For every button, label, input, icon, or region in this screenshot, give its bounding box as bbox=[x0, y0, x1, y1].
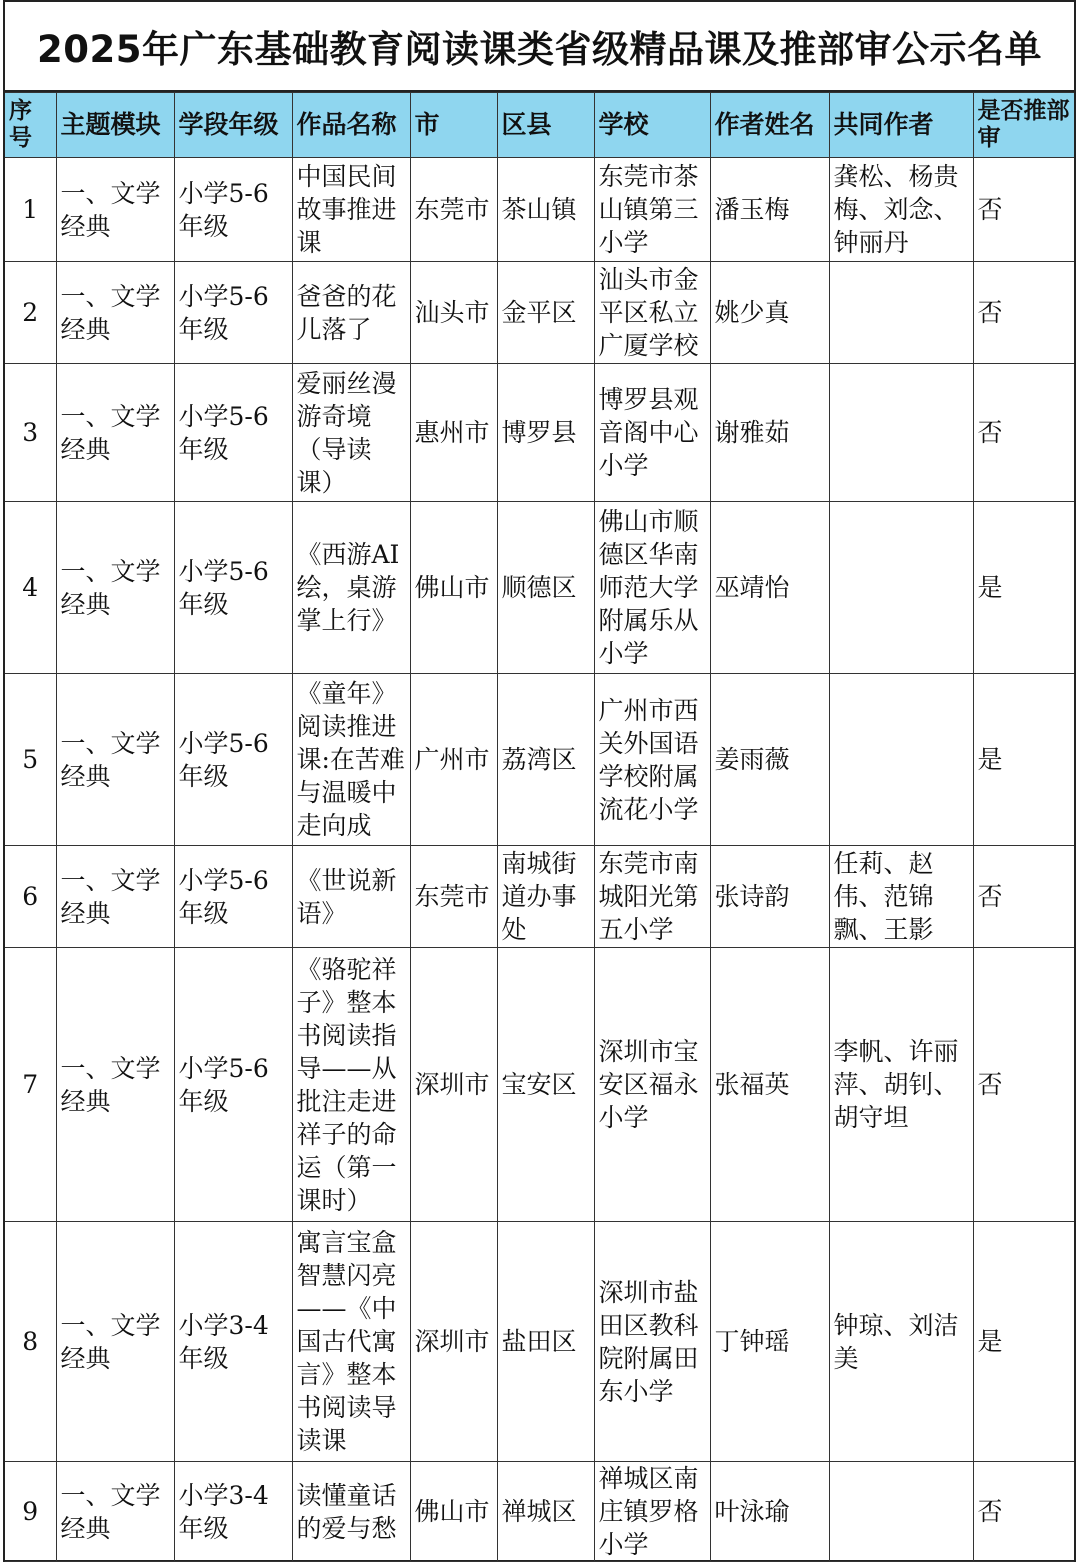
row-author: 张诗韵 bbox=[710, 846, 829, 948]
row-author: 巫靖怡 bbox=[710, 502, 829, 674]
row-school: 东莞市茶山镇第三小学 bbox=[594, 158, 710, 262]
row-work: 读懂童话的爱与愁 bbox=[292, 1462, 410, 1562]
row-grade: 小学5-6年级 bbox=[174, 948, 292, 1222]
table-row bbox=[5, 1222, 1074, 1462]
table-row bbox=[5, 158, 1074, 262]
row-module: 一、文学经典 bbox=[56, 158, 174, 262]
row-grade: 小学3-4年级 bbox=[174, 1222, 292, 1462]
header-no: 序号 bbox=[5, 93, 56, 158]
row-school: 博罗县观音阁中心小学 bbox=[594, 364, 710, 502]
row-no: 1 bbox=[5, 158, 56, 262]
row-author: 丁钟瑶 bbox=[710, 1222, 829, 1462]
row-coauthors: 龚松、杨贵梅、刘念、钟丽丹 bbox=[829, 158, 973, 262]
row-city: 佛山市 bbox=[410, 1462, 497, 1562]
row-no: 3 bbox=[5, 364, 56, 502]
row-city: 深圳市 bbox=[410, 1222, 497, 1462]
table-row bbox=[5, 262, 1074, 364]
row-work: 《西游AI绘，桌游掌上行》 bbox=[292, 502, 410, 674]
row-school: 东莞市南城阳光第五小学 bbox=[594, 846, 710, 948]
table-row bbox=[5, 846, 1074, 948]
row-work: 中国民间故事推进课 bbox=[292, 158, 410, 262]
header-grade: 学段年级 bbox=[174, 93, 292, 158]
row-grade: 小学3-4年级 bbox=[174, 1462, 292, 1562]
row-work: 《世说新语》 bbox=[292, 846, 410, 948]
row-no: 7 bbox=[5, 948, 56, 1222]
row-author: 姚少真 bbox=[710, 262, 829, 364]
row-district: 博罗县 bbox=[497, 364, 594, 502]
row-recommend: 否 bbox=[973, 948, 1074, 1222]
row-work: 《童年》阅读推进课:在苦难与温暖中走向成 bbox=[292, 674, 410, 846]
row-grade: 小学5-6年级 bbox=[174, 502, 292, 674]
row-city: 汕头市 bbox=[410, 262, 497, 364]
row-no: 2 bbox=[5, 262, 56, 364]
row-coauthors bbox=[829, 502, 973, 674]
row-coauthors bbox=[829, 364, 973, 502]
row-recommend: 否 bbox=[973, 1462, 1074, 1562]
row-recommend: 是 bbox=[973, 674, 1074, 846]
row-grade: 小学5-6年级 bbox=[174, 364, 292, 502]
row-author: 姜雨薇 bbox=[710, 674, 829, 846]
row-work: 《骆驼祥子》整本书阅读指导——从批注走进祥子的命运（第一课时） bbox=[292, 948, 410, 1222]
table-body bbox=[5, 158, 1074, 1562]
row-work: 爱丽丝漫游奇境（导读课） bbox=[292, 364, 410, 502]
row-city: 东莞市 bbox=[410, 846, 497, 948]
row-module: 一、文学经典 bbox=[56, 502, 174, 674]
row-recommend: 否 bbox=[973, 158, 1074, 262]
row-district: 南城街道办事处 bbox=[497, 846, 594, 948]
row-no: 9 bbox=[5, 1462, 56, 1562]
header-coauthors: 共同作者 bbox=[829, 93, 973, 158]
row-coauthors bbox=[829, 674, 973, 846]
row-grade: 小学5-6年级 bbox=[174, 158, 292, 262]
row-grade: 小学5-6年级 bbox=[174, 846, 292, 948]
row-work: 寓言宝盒智慧闪亮——《中国古代寓言》整本书阅读导读课 bbox=[292, 1222, 410, 1462]
header-recommend: 是否推部审 bbox=[973, 93, 1074, 158]
row-school: 深圳市宝安区福永小学 bbox=[594, 948, 710, 1222]
row-author: 叶泳瑜 bbox=[710, 1462, 829, 1562]
header-city: 市 bbox=[410, 93, 497, 158]
row-module: 一、文学经典 bbox=[56, 1462, 174, 1562]
row-school: 禅城区南庄镇罗格小学 bbox=[594, 1462, 710, 1562]
row-no: 6 bbox=[5, 846, 56, 948]
table-row bbox=[5, 674, 1074, 846]
row-city: 深圳市 bbox=[410, 948, 497, 1222]
row-district: 宝安区 bbox=[497, 948, 594, 1222]
row-city: 东莞市 bbox=[410, 158, 497, 262]
table-row bbox=[5, 502, 1074, 674]
row-school: 深圳市盐田区教科院附属田东小学 bbox=[594, 1222, 710, 1462]
row-recommend: 否 bbox=[973, 846, 1074, 948]
table-row bbox=[5, 948, 1074, 1222]
row-recommend: 是 bbox=[973, 1222, 1074, 1462]
row-recommend: 否 bbox=[973, 262, 1074, 364]
row-district: 茶山镇 bbox=[497, 158, 594, 262]
row-district: 荔湾区 bbox=[497, 674, 594, 846]
header-district: 区县 bbox=[497, 93, 594, 158]
header-school: 学校 bbox=[594, 93, 710, 158]
document-page bbox=[3, 0, 1076, 1562]
row-author: 谢雅茹 bbox=[710, 364, 829, 502]
row-module: 一、文学经典 bbox=[56, 948, 174, 1222]
row-district: 金平区 bbox=[497, 262, 594, 364]
row-district: 禅城区 bbox=[497, 1462, 594, 1562]
row-module: 一、文学经典 bbox=[56, 262, 174, 364]
row-grade: 小学5-6年级 bbox=[174, 262, 292, 364]
header-author: 作者姓名 bbox=[710, 93, 829, 158]
row-school: 汕头市金平区私立广厦学校 bbox=[594, 262, 710, 364]
table-row bbox=[5, 364, 1074, 502]
row-recommend: 是 bbox=[973, 502, 1074, 674]
header-module: 主题模块 bbox=[56, 93, 174, 158]
table-row bbox=[5, 1462, 1074, 1562]
row-coauthors: 任莉、赵伟、范锦飘、王影 bbox=[829, 846, 973, 948]
row-no: 5 bbox=[5, 674, 56, 846]
row-city: 惠州市 bbox=[410, 364, 497, 502]
row-district: 顺德区 bbox=[497, 502, 594, 674]
row-school: 广州市西关外国语学校附属流花小学 bbox=[594, 674, 710, 846]
row-work: 爸爸的花儿落了 bbox=[292, 262, 410, 364]
row-coauthors: 李帆、许丽萍、胡钊、胡守坦 bbox=[829, 948, 973, 1222]
row-module: 一、文学经典 bbox=[56, 674, 174, 846]
row-city: 佛山市 bbox=[410, 502, 497, 674]
row-grade: 小学5-6年级 bbox=[174, 674, 292, 846]
header-work: 作品名称 bbox=[292, 93, 410, 158]
row-author: 张福英 bbox=[710, 948, 829, 1222]
results-table bbox=[5, 92, 1074, 1562]
row-district: 盐田区 bbox=[497, 1222, 594, 1462]
row-module: 一、文学经典 bbox=[56, 364, 174, 502]
row-no: 4 bbox=[5, 502, 56, 674]
row-no: 8 bbox=[5, 1222, 56, 1462]
page-title: 2025年广东基础教育阅读课类省级精品课及推部审公示名单 bbox=[5, 2, 1074, 92]
row-coauthors: 钟琼、刘洁美 bbox=[829, 1222, 973, 1462]
row-city: 广州市 bbox=[410, 674, 497, 846]
row-coauthors bbox=[829, 1462, 973, 1562]
table-header-row bbox=[5, 93, 1074, 158]
row-module: 一、文学经典 bbox=[56, 1222, 174, 1462]
row-coauthors bbox=[829, 262, 973, 364]
row-school: 佛山市顺德区华南师范大学附属乐从小学 bbox=[594, 502, 710, 674]
row-author: 潘玉梅 bbox=[710, 158, 829, 262]
row-module: 一、文学经典 bbox=[56, 846, 174, 948]
row-recommend: 否 bbox=[973, 364, 1074, 502]
